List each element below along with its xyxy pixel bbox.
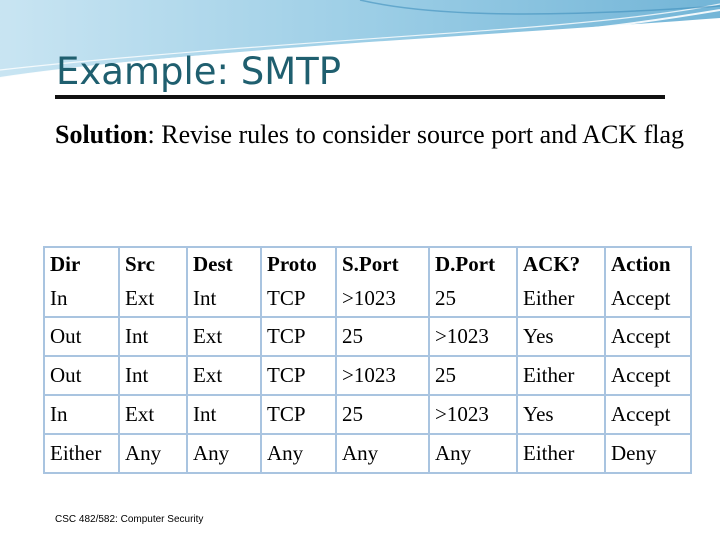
table-cell: In [44, 395, 119, 434]
table-cell: Either [517, 434, 605, 473]
table-row [44, 395, 691, 434]
table-cell: 25 [336, 317, 429, 356]
header-cell: S.Port [336, 247, 429, 281]
table-cell: Int [187, 395, 261, 434]
table-cell: Any [261, 434, 336, 473]
slide-footer: CSC 482/582: Computer Security [55, 514, 204, 525]
table-cell: Int [119, 356, 187, 395]
firewall-rules-table [43, 246, 692, 474]
table-cell: Ext [119, 395, 187, 434]
table-row [44, 434, 691, 473]
table-cell: TCP [261, 317, 336, 356]
header-cell: Src [119, 247, 187, 281]
table-cell: Any [119, 434, 187, 473]
table-cell: Yes [517, 317, 605, 356]
table-cell: >1023 [429, 317, 517, 356]
header-cell: Action [605, 247, 691, 281]
table-cell: Ext [119, 281, 187, 317]
table-cell: Either [44, 434, 119, 473]
table-cell: Int [187, 281, 261, 317]
table-cell: >1023 [429, 395, 517, 434]
header-cell: ACK? [517, 247, 605, 281]
header-cell: Proto [261, 247, 336, 281]
solution-label: Solution [55, 120, 148, 149]
table-cell: Accept [605, 356, 691, 395]
table-cell: Accept [605, 281, 691, 317]
table-cell: Any [187, 434, 261, 473]
table-cell: >1023 [336, 281, 429, 317]
table-cell: Any [429, 434, 517, 473]
solution-text: : Revise rules to consider source port and ACK flag [147, 120, 684, 149]
table-cell: Yes [517, 395, 605, 434]
table-cell: Any [336, 434, 429, 473]
table-cell: Out [44, 317, 119, 356]
table-cell: Either [517, 281, 605, 317]
solution-paragraph [55, 118, 695, 151]
slide-title: Example: SMTP [56, 50, 342, 93]
table-header-row [44, 247, 691, 281]
table-cell: Int [119, 317, 187, 356]
header-cell: Dest [187, 247, 261, 281]
table-cell: Ext [187, 317, 261, 356]
table-cell: Ext [187, 356, 261, 395]
table-row [44, 356, 691, 395]
table-cell: Out [44, 356, 119, 395]
table-cell: 25 [336, 395, 429, 434]
table-cell: 25 [429, 281, 517, 317]
table-cell: Accept [605, 317, 691, 356]
table-cell: Accept [605, 395, 691, 434]
table-row [44, 281, 691, 317]
table-cell: >1023 [336, 356, 429, 395]
header-cell: Dir [44, 247, 119, 281]
table-cell: Deny [605, 434, 691, 473]
table-cell: Either [517, 356, 605, 395]
table-cell: TCP [261, 395, 336, 434]
header-cell: D.Port [429, 247, 517, 281]
title-underline [55, 95, 665, 99]
table-cell: 25 [429, 356, 517, 395]
table-cell: TCP [261, 281, 336, 317]
table-row [44, 317, 691, 356]
table-cell: In [44, 281, 119, 317]
table-cell: TCP [261, 356, 336, 395]
